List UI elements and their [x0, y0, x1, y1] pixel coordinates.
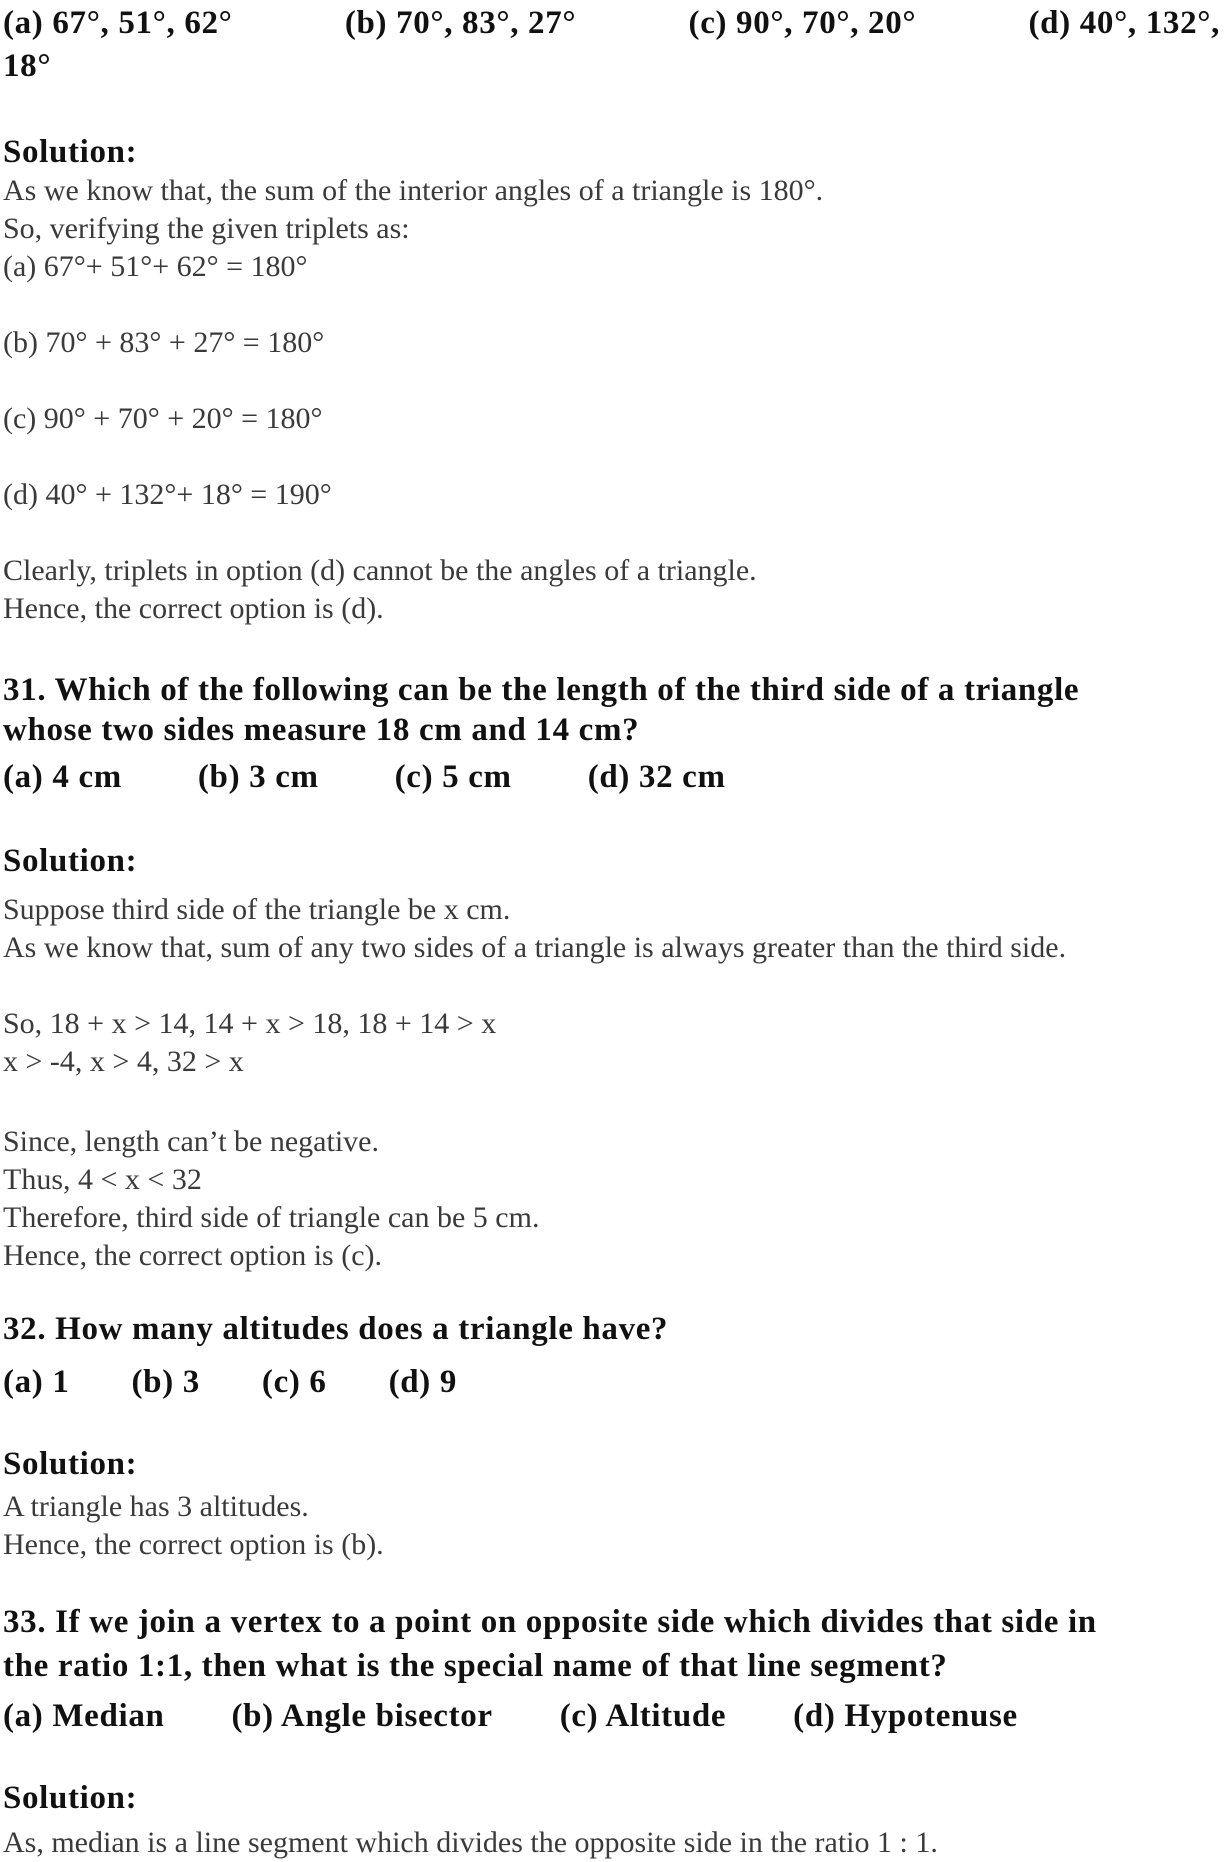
solution-line: Since, length can’t be negative. — [3, 1125, 379, 1158]
q31-solution-heading: Solution: — [3, 843, 138, 879]
question-title-line: 31. Which of the following can be the length of the third side of a triangle — [3, 672, 1080, 708]
q31-option-d: (d) 32 cm — [587, 759, 726, 795]
q30-option-b: (b) 70°, 83°, 27° — [344, 5, 577, 41]
solution-line: As, median is a line segment which divides the opposite side in the ratio 1 : 1. — [3, 1826, 938, 1859]
question-title-line: the ratio 1:1, then what is the special name of that line segment? — [3, 1648, 948, 1684]
q33-options-row — [3, 1695, 1220, 1738]
equation-line: So, 18 + x > 14, 14 + x > 18, 18 + 14 > x — [3, 1007, 497, 1040]
q30-solution-intro — [3, 172, 1220, 286]
q30-solution-heading: Solution: — [3, 134, 138, 170]
q30-option-c: (c) 90°, 70°, 20° — [688, 5, 917, 41]
solution-line: As we know that, the sum of the interior angles of a triangle is 180°. — [3, 174, 824, 207]
q32-solution-heading: Solution: — [3, 1446, 138, 1482]
q30-option-a: (a) 67°, 51°, 62° — [3, 5, 233, 41]
q30-option-d: (d) 40°, 132°, — [1028, 5, 1220, 41]
solution-line: As we know that, sum of any two sides of a triangle is always greater than the third side. — [3, 931, 1067, 964]
q32-options-row — [3, 1361, 1220, 1404]
q31-option-a: (a) 4 cm — [3, 759, 122, 795]
solution-line: Hence, the correct option is (c). — [3, 1239, 382, 1272]
solution-line: Hence, the correct option is (d). — [3, 592, 384, 625]
equation-line: (b) 70° + 83° + 27° = 180° — [3, 326, 325, 359]
q30-conclusion — [3, 552, 1220, 628]
q32-option-b: (b) 3 — [131, 1364, 200, 1400]
q30-option-d-overflow: 18° — [3, 48, 52, 84]
q32-option-a: (a) 1 — [3, 1364, 70, 1400]
question-title-line: 33. If we join a vertex to a point on opposite side which divides that side in — [3, 1604, 1097, 1640]
q31-solution-para3 — [3, 1123, 1220, 1275]
q33-option-a: (a) Median — [3, 1698, 165, 1734]
q32-option-c: (c) 6 — [261, 1364, 327, 1400]
q31-solution-para1 — [3, 891, 1220, 967]
q33-option-c: (c) Altitude — [559, 1698, 727, 1734]
solution-line: So, verifying the given triplets as: — [3, 212, 410, 245]
question-title-line: whose two sides measure 18 cm and 14 cm? — [3, 712, 640, 748]
q33-option-d: (d) Hypotenuse — [793, 1698, 1018, 1734]
q31-options-row — [3, 756, 1220, 799]
q32-option-d: (d) 9 — [388, 1364, 457, 1400]
equation-line: (a) 67°+ 51°+ 62° = 180° — [3, 250, 308, 283]
q33-option-b: (b) Angle bisector — [231, 1698, 493, 1734]
question-33-title — [3, 1600, 1220, 1688]
q33-solution-heading: Solution: — [3, 1780, 138, 1816]
q31-solution-para2 — [3, 1005, 1220, 1081]
solution-line: Suppose third side of the triangle be x cm. — [3, 893, 511, 926]
equation-line: (d) 40° + 132°+ 18° = 190° — [3, 478, 332, 511]
q31-option-b: (b) 3 cm — [197, 759, 319, 795]
q31-option-c: (c) 5 cm — [394, 759, 512, 795]
q32-solution — [3, 1488, 1220, 1564]
q30-options-row — [3, 2, 1220, 45]
question-32-title: 32. How many altitudes does a triangle have? — [3, 1311, 669, 1347]
question-31-title — [3, 670, 1220, 750]
equation-line: Thus, 4 < x < 32 — [3, 1163, 202, 1196]
equation-line: (c) 90° + 70° + 20° = 180° — [3, 402, 323, 435]
solution-line: Hence, the correct option is (b). — [3, 1528, 384, 1561]
equation-line: x > -4, x > 4, 32 > x — [3, 1045, 244, 1078]
solution-line: Therefore, third side of triangle can be 5 cm. — [3, 1201, 540, 1234]
solution-line: Clearly, triplets in option (d) cannot be the angles of a triangle. — [3, 554, 757, 587]
solution-line: A triangle has 3 altitudes. — [3, 1490, 309, 1523]
q33-solution — [3, 1824, 1220, 1862]
